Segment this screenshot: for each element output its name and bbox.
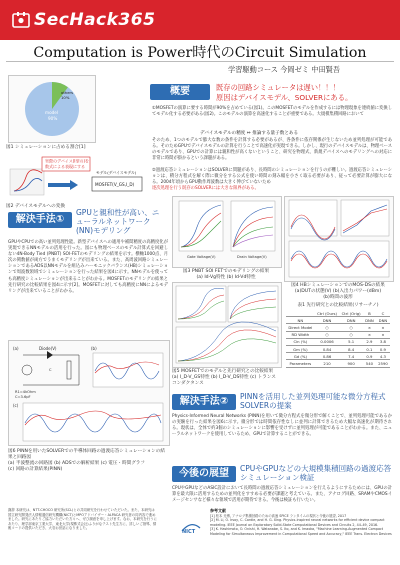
acknowledgement: 謝辞 本研究は、NTT-CHOCO 研究所(SCL)との共同研究を行わせていただいた。また、本研究は国立研究開発法人情報通信研究機構(NICT)とMPOアドバイザー・ALPACA 研究者の同内容で進めました。研究にあたりご協力いただいた方々へ、ぜひ謝意を申し上げます。なお、本研究を行うにあたり、理学部東京工業大学、東北大学(現株式会社)ふりがなテスト先生方に、詳しいご指導、情報コードの提供いただき、大変お世話になりました。	[8, 508, 157, 531]
figure-6-caption: 図6 PINNを用いたSOLVERでの半導体回路の過渡応答シミュレーションの結果と回路図 (a) 半波整流の回路図 (b) ADSでの解析結果 (c) 電圧・時間グラフ (c) 回路の計算結果(PINN)	[8, 449, 165, 472]
svg-text:(b): (b)	[91, 346, 97, 351]
table-cell: 900	[339, 360, 363, 367]
figure-2-caption: 図2 デバイスモデルへの変換	[6, 204, 65, 209]
method2-subtitle: PINNを活用した並列処理可能な微分方程式SOLVERの提案	[240, 392, 386, 410]
table-cell: DNN	[363, 317, 376, 324]
svg-text:C: C	[49, 368, 52, 372]
table-row	[286, 331, 390, 338]
table-cell: DNN	[315, 317, 340, 324]
table-row	[286, 345, 390, 352]
table-cell: 4.3	[376, 353, 390, 360]
overview-line1: 既存の回路シミュレータは遅い！！！	[216, 83, 340, 92]
overview-text-3-red: 逐次処理を行う既存のSOLVERには大きな限界がある。	[152, 186, 259, 191]
table-cell: DNN	[376, 317, 390, 324]
table-cell: 0.84	[315, 345, 340, 352]
svg-text:Diode(V): Diode(V)	[39, 346, 57, 351]
table-cell: 8.4	[339, 345, 363, 352]
svg-text:NICT: NICT	[182, 529, 196, 534]
figure-3	[172, 196, 282, 268]
table-row	[286, 338, 390, 345]
title-divider	[6, 61, 394, 62]
references-title: 参考文献	[210, 508, 226, 513]
table-row	[286, 324, 390, 331]
method2-heading: 解決手法②	[172, 394, 236, 410]
table-cell: ○	[315, 331, 340, 338]
table-cell: 5.1	[339, 338, 363, 345]
svg-text:90%: 90%	[48, 116, 58, 121]
figure-1-caption: 図1 シミュレーションに占める割合[1]	[6, 145, 86, 150]
table-cell: Parameters	[286, 360, 315, 367]
table-cell: ×	[376, 324, 390, 331]
overview-text-1: ①MOSFETの演算に要する時間が90%を占めている(図1)。このMOSFETのモデルを作成するには物理現象を連続値に変換してモデル化する必要がある(図2)。このモデルの演算を高速化することが重要である。大規模集積回路において	[152, 106, 392, 118]
table-cell: 210	[315, 360, 340, 367]
table-cell: RD Width	[286, 331, 315, 338]
method1-text: GPUやCPUでの高い並列処理性能。新型デバイスへの適用や補間精度の高精度化が実現できるNNモデルの活用を行った。図にも物理ベースのモデル計算式を回避しない4N-Body Tied (PNBT) SOI-FETのモデリングの結果を示す。横軸1000点、月次の関数値が両方でうまくモデリングが出来ている。また、高周波回路シミュレーションであるADS以NNモデルを組込みハーモニックバランス(HB)シミュレーションで周波数領域でシミュレーションを行った結果を図4に示す。NNモデルを使っても高精度シミュレーションが出来ることがわかる。MOSFETのモデリングの結果と先行研究の比較結果を図4に示す[2]。MOSFETに対しても高精度にNNによるモデリングが出来ていることがわかる。	[8, 240, 168, 294]
table-cell: 0.1	[363, 345, 376, 352]
table-cell: 2590	[376, 360, 390, 367]
table-cell: ×	[363, 324, 376, 331]
overview-heading: 概要	[150, 84, 210, 100]
method2-text: Physics-Informed Neural Networks (PINN)を用いて微分方程式を微分形で解くことで、並列処理可能であるかの実験を行った結果を図6に示す。微分形では時間依存性なしに並列に計算できるため大幅な高速化が期待される。現状は、全体で約3個のシミュレーションに影響を受けずに並列処理が可能であることがわかる。また、ニューラルネットワークを使用しているため、GPUで計算することができる。	[172, 414, 392, 438]
figure-4-caption: 図4 HBシミュレーションでのMOS-DSの結果 (a)DUTの状態(V) (b)入出力パワー(dBm) (b)時間の波形	[291, 283, 385, 300]
results-table	[286, 310, 390, 368]
future-heading: 今後の展望	[172, 466, 236, 482]
author-line: 学習駆動コース 今岡ゼミ 中田賢吾	[228, 65, 341, 74]
figure-4	[284, 196, 394, 282]
svg-text:Drain Voltage(V): Drain Voltage(V)	[237, 255, 267, 259]
method1-subtitle: GPUと親和性が高い、ニューラルネットワーク(NN)モデリング	[76, 208, 160, 235]
device-model-box: MOSFET(V_GS,I_D)	[95, 182, 135, 187]
poster-title: Computation is Power時代のCircuit Simulation	[33, 45, 367, 61]
sechack-logo-icon	[12, 12, 30, 28]
table-cell: ○	[339, 324, 363, 331]
overview-tradeoff: デバイスモデルの精度 ⇔ 推論する量子数とある	[200, 131, 299, 136]
overview-text-2: そのため、1つのモデルで膨大な数の条件を計算する必要があるが、各条件に依存関係が生じないため並列処理が可能である。そのためGPUでデバイスモデルの計算を行うことで高速化が実現できる。しかし、現行のデバイスモデルは、物理ベースのモデルであり、GPUでの計算には親和性が高くないということ、研究を物理式、新規デバイスへのモデリングへの対応に非常に時間が掛かるという課題がある。	[152, 138, 392, 162]
nict-logo-icon	[180, 520, 202, 534]
svg-text:数式による表現にする: 数式による表現にする	[45, 164, 85, 169]
figure-3-caption: 図3 PNBT SOI FETでのモデリングの結果 (a) Id-Vg特性 (b) Id-Vd特性	[182, 269, 270, 280]
svg-text:モデル(デバイスモデル): モデル(デバイスモデル)	[96, 170, 137, 175]
svg-text:実際のデバイス(I型の)を: 実際のデバイス(I型の)を	[45, 158, 90, 164]
brand-name: SecHack365	[34, 10, 156, 30]
figure-5	[172, 282, 282, 368]
table-cell: ○	[339, 331, 363, 338]
table-cell: 0.9	[376, 345, 390, 352]
pie-label-others: others	[61, 90, 74, 95]
pie-label-model: model	[45, 110, 59, 115]
table-cell: 7.4	[339, 353, 363, 360]
table-cell: 540	[363, 360, 376, 367]
table-cell: 0.9	[363, 353, 376, 360]
table-cell: 0.0006	[315, 338, 340, 345]
table-cell: DNN	[339, 317, 363, 324]
table-cell: 0.86	[315, 353, 340, 360]
svg-text:C=3.6pF: C=3.6pF	[15, 395, 31, 399]
future-subtitle: CPUやGPUなどの大規模集積回路の過渡応答シミュレーション検証	[240, 464, 392, 482]
table-cell: Cin (%)	[286, 338, 315, 345]
svg-text:(c): (c)	[13, 403, 19, 408]
overview-line2: 原因はデバイスモデル、SOLVERにある。	[216, 93, 353, 102]
table-cell: 3.8	[376, 338, 390, 345]
table-cell: ×	[376, 331, 390, 338]
table-row	[286, 317, 390, 324]
table-header-row: Ctrl (Ours) Ctrl (Orig) B C	[286, 310, 390, 317]
pie-chart	[9, 76, 95, 142]
table-cell: ×	[363, 331, 376, 338]
svg-text:R1=4kOhm: R1=4kOhm	[15, 390, 36, 394]
svg-text:Gate Voltage(V): Gate Voltage(V)	[187, 255, 216, 259]
table-1-caption: 表1 先行研究との比較結果(リサーチノ)	[297, 303, 379, 308]
figure-5-caption: 図5 MOSFETでのモデルと先行研究との比較結果 (a) I_D-V_GS特性 (b) I_D-V_DS特性 (c) トランスコンダクタンス	[172, 369, 276, 386]
table-row	[286, 360, 390, 367]
table-cell: Gd (%)	[286, 353, 315, 360]
references: [1] 松本 光博, アナログ集積回路のための高速 SPICE ランタイムの現状と今後の展望, 2017 [2] M. Li, O. İrsoy, C. Cardie, and H. G. Xing. Physics-inspired neural networks for efficient device compact modeling. IEEE Journal on Exploratory Solid-State Computational Devices and Circuits 2, 44–49, 2016. [3] K. Hashimoto, O. Onishi, H. Watanabe, S. Ito, and K. Imaoka, "Machine Learning-Augmented Compact Modeling for Simultaneous Improvement in Computational Speed and Accuracy," IEEE Trans. Electron Devices	[210, 514, 392, 536]
svg-text:10%: 10%	[61, 95, 70, 100]
table-cell: Gm (%)	[286, 345, 315, 352]
future-text: CPUやGPUなどのASIC設計において長時間の過渡応答シミュレーションを行えるようにするためには、GPUの計算を最大限に活用するための並列化をすすめる必要が課題と考えている。また、アナログ回路、SRAMやCMOSイメージセンサなど様々な領域で活用が期待できる。今後は検証も行いたい。	[172, 486, 392, 504]
figure-2	[8, 155, 148, 199]
table-cell: Direct Model	[286, 324, 315, 331]
table-cell: NN	[286, 317, 315, 324]
figure-1	[8, 75, 96, 143]
svg-text:(a): (a)	[13, 346, 19, 351]
table-row	[286, 353, 390, 360]
figure-6	[8, 340, 170, 446]
table-cell: ○	[315, 324, 340, 331]
overview-text-3: ②過渡応答シミュレーションはSOLVERに問題があり、長時間のシミュレーションを行うのが難しい。過渡応答シミュレーションは、積分方程式を解く際に微分をする公式を使い時間の刻み幅を小さく取る必要があり、従って必要計算が膨大になる。2004年頃からGPU動作周波数は大きく伸びていないため	[152, 168, 392, 186]
table-cell: 2.9	[363, 338, 376, 345]
method1-heading: 解決手法①	[8, 212, 72, 228]
